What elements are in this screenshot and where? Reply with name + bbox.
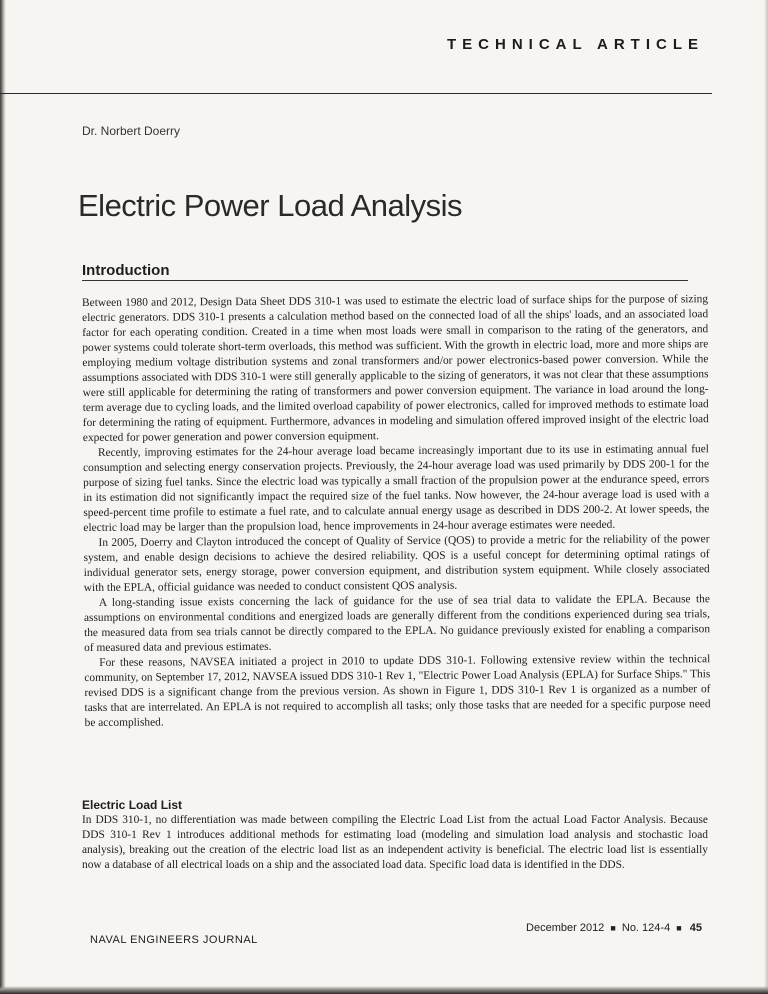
intro-paragraph-1: Between 1980 and 2012, Design Data Sheet DDS 310-1 was used to estimate the electric load of surface ships for the purpose of sizing electric generators. DDS 310-1 presents a calculation method based on the connected load of all the ships' loads, and an associated load factor for each operating condition. Created in a time when most loads were small in comparison to the rating of the generators, and power systems could tolerate short-term overloads, this method was sufficient. With the growth in electric load, more and more ships are employing medium voltage distribution systems and zonal transformers and/or power electronics-based power conversion. While the assumptions associated with DDS 310-1 were still generally applicable to the sizing of generators, it was not clear that these assumptions were still applicable for determining the rating of transformers and power conversion equipment. The variance in load around the long-term average due to cycling loads, and the limited overload capability of power electronics, called for improved methods to estimate load for determining the rating of equipment. Furthermore, advances in modeling and simulation offered improved insight of the electric load expected for power generation and power conversion equipment. bbox=[82, 293, 709, 444]
electric-load-list-paragraph: In DDS 310-1, no differentiation was made between compiling the Electric Load List from the actual Load Factor Analysis. Because DDS 310-1 Rev 1 introduces additional methods for estimating load (modeling and simulation load analysis and stochastic load analysis), breaking out the creation of the electric load list as an independent activity is beneficial. The electric load list is essentially now a database of all electrical loads on a ship and the associated load data. Specific load data is identified in the DDS. bbox=[82, 814, 708, 871]
footer-separator-2: ■ bbox=[676, 923, 682, 933]
author-name: Dr. Norbert Doerry bbox=[82, 124, 181, 138]
electric-load-list-section bbox=[82, 798, 708, 873]
page-number: 45 bbox=[689, 922, 702, 934]
header-rule bbox=[0, 93, 712, 94]
footer-issue-number: No. 124-4 bbox=[621, 922, 671, 934]
page-scan-edge-bottom bbox=[0, 986, 768, 994]
footer-separator-1: ■ bbox=[610, 923, 616, 933]
footer-date: December 2012 bbox=[526, 922, 605, 934]
page-scan-edge-left bbox=[0, 0, 6, 994]
footer-issue-info bbox=[526, 922, 702, 934]
section-rule bbox=[82, 280, 688, 281]
article-title: Electric Power Load Analysis bbox=[78, 188, 463, 223]
introduction-body bbox=[82, 292, 711, 731]
page-scan-edge-right bbox=[764, 0, 768, 994]
intro-paragraph-3: In 2005, Doerry and Clayton introduced the concept of Quality of Service (QOS) to provide a metric for the reliability of the power system, and enable design decisions to achieve the desired reliability. QOS is a useful concept for determining optimal ratings of individual generator sets, energy storage, power conversion equipment, and distribution system equipment. While closely associated with the EPLA, official guidance was needed to conduct consistent QOS analysis. bbox=[83, 533, 710, 594]
intro-paragraph-2: Recently, improving estimates for the 24-hour average load became increasingly important due to its use in estimating annual fuel consumption and selecting energy conservation projects. Previously, the 24-hour average load was used primarily by DDS 200-1 for the purpose of sizing fuel tanks. Since the electric load was typically a small fraction of the propulsion power at the endurance speed, errors in its estimation did not significantly impact the required size of the fuel tanks. Now however, the 24-hour average load is used with a speed-percent time profile to estimate a fuel rate, and to calculate annual energy usage as described in DDS 200-2. At lower speeds, the electric load may be larger than the propulsion load, hence improvements in 24-hour average estimates were needed. bbox=[83, 443, 710, 534]
intro-paragraph-5: For these reasons, NAVSEA initiated a project in 2010 to update DDS 310-1. Following extensive review within the technical community, on September 17, 2012, NAVSEA issued DDS 310-1 Rev 1, "Electric Power Load Analysis (EPLA) for Surface Ships." This revised DDS is a significant change from the previous version. As shown in Figure 1, DDS 310-1 Rev 1 is organized as a number of tasks that are interrelated. An EPLA is not required to accomplish all tasks; only those tasks that are needed for a specific purpose need be accomplished. bbox=[84, 653, 711, 729]
introduction-heading: Introduction bbox=[82, 262, 170, 279]
electric-load-list-heading: Electric Load List bbox=[82, 798, 183, 812]
footer-journal-name: NAVAL ENGINEERS JOURNAL bbox=[90, 934, 258, 946]
intro-paragraph-4: A long-standing issue exists concerning the lack of guidance for the use of sea trial data to validate the EPLA. Because the assumptions on environmental conditions and energized loads are generally different from the conditions experienced during sea trials, the measured data from sea trials cannot be directly compared to the EPLA. No guidance previously existed for enabling a comparison of measured data and previous estimates. bbox=[83, 593, 711, 654]
running-header: TECHNICAL ARTICLE bbox=[447, 36, 704, 53]
